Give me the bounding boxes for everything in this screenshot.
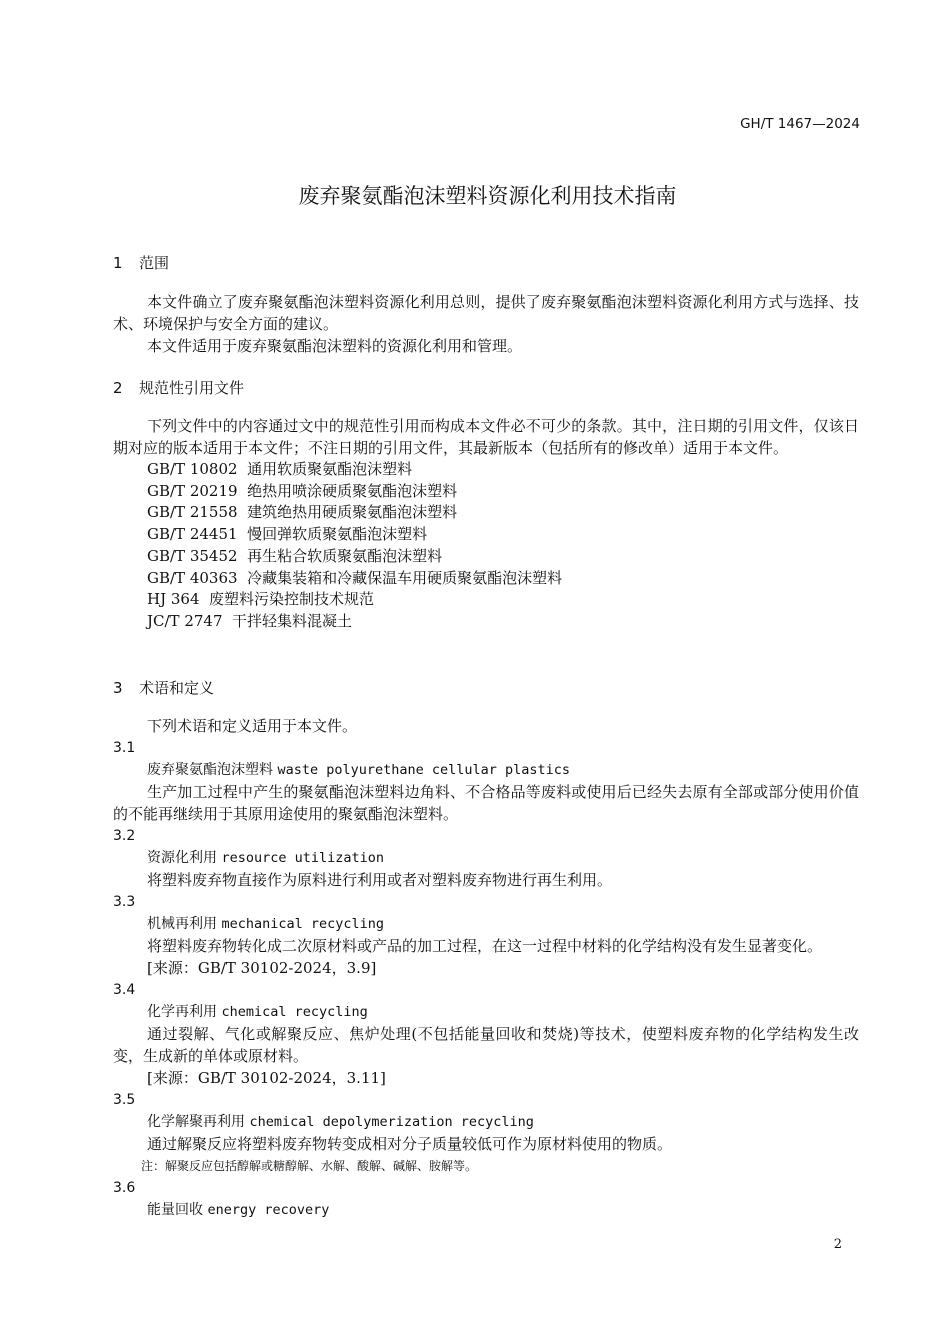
reference-item: GB/T 20219 绝热用喷涂硬质聚氨酯泡沫塑料 (147, 481, 458, 500)
clause-number: 3.4 (113, 982, 136, 998)
standard-code: GH/T 1467—2024 (740, 116, 860, 132)
page-title: 废弃聚氨酯泡沫塑料资源化利用技术指南 (298, 184, 677, 208)
reference-item: GB/T 21558 建筑绝热用硬质聚氨酯泡沫塑料 (147, 503, 458, 522)
clause-number: 3.2 (113, 828, 136, 844)
term-definition: 将塑料废弃物直接作为原料进行利用或者对塑料废弃物进行再生利用。 (147, 871, 613, 889)
section-scope-body (113, 291, 859, 357)
term-definition: 通过裂解、气化或解聚反应、焦炉处理(不包括能量回收和焚烧)等技术，使塑料废弃物的化学结构发生改变，生成新的单体或原材料。 (113, 1025, 859, 1065)
term-entry: 能量回收 energy recovery (147, 1202, 330, 1218)
page-number: 2 (833, 1237, 842, 1252)
term-entry: 废弃聚氨酯泡沫塑料 waste polyurethane cellular plastics (147, 762, 571, 778)
section-heading-terms: 3 术语和定义 (113, 679, 215, 697)
paragraph: 下列文件中的内容通过文中的规范性引用而构成本文件必不可少的条款。其中，注日期的引用文件，仅该日期对应的版本适用于本文件；不注日期的引用文件，其最新版本（包括所有的修改单）适用于本文件。 (113, 417, 859, 457)
reference-item: GB/T 35452 再生粘合软质聚氨酯泡沫塑料 (147, 546, 443, 565)
reference-item: GB/T 40363 冷藏集装箱和冷藏保温车用硬质聚氨酯泡沫塑料 (147, 568, 563, 587)
reference-item: HJ 364 废塑料污染控制技术规范 (147, 590, 375, 609)
paragraph: 本文件适用于废弃聚氨酯泡沫塑料的资源化利用和管理。 (147, 337, 523, 355)
reference-item: GB/T 24451 慢回弹软质聚氨酯泡沫塑料 (147, 525, 428, 544)
section-terms-body (113, 715, 859, 1221)
paragraph: 下列术语和定义适用于本文件。 (147, 717, 358, 735)
term-source: [来源：GB/T 30102-2024，3.11] (147, 1069, 386, 1087)
term-note: 注：解聚反应包括醇解或糖醇解、水解、酸解、碱解、胺解等。 (141, 1159, 478, 1173)
paragraph: 本文件确立了废弃聚氨酯泡沫塑料资源化利用总则，提供了废弃聚氨酯泡沫塑料资源化利用方式与选择、技术、环境保护与安全方面的建议。 (113, 293, 859, 333)
section-heading-normative-references: 2 规范性引用文件 (113, 379, 245, 397)
reference-item: JC/T 2747 干拌轻集料混凝土 (147, 611, 353, 630)
reference-item: GB/T 10802 通用软质聚氨酯泡沫塑料 (147, 460, 413, 478)
term-source: [来源：GB/T 30102-2024，3.9] (147, 959, 377, 977)
clause-number: 3.3 (113, 894, 136, 910)
term-entry: 资源化利用 resource utilization (147, 850, 385, 866)
clause-number: 3.5 (113, 1092, 136, 1108)
section-references-body (113, 415, 859, 633)
clause-number: 3.1 (113, 740, 136, 756)
term-entry: 化学解聚再利用 chemical depolymerization recycling (147, 1114, 534, 1130)
term-definition: 通过解聚反应将塑料废弃物转变成相对分子质量较低可作为原材料使用的物质。 (147, 1135, 673, 1153)
clause-number: 3.6 (113, 1180, 136, 1196)
section-heading-scope: 1 范围 (113, 254, 170, 272)
term-definition: 生产加工过程中产生的聚氨酯泡沫塑料边角料、不合格品等废料或使用后已经失去原有全部或部分使用价值的不能再继续用于其原用途使用的聚氨酯泡沫塑料。 (113, 783, 859, 823)
term-definition: 将塑料废弃物转化成二次原材料或产品的加工过程，在这一过程中材料的化学结构没有发生显著变化。 (147, 937, 823, 955)
term-entry: 化学再利用 chemical recycling (147, 1004, 368, 1020)
term-entry: 机械再利用 mechanical recycling (147, 916, 385, 932)
